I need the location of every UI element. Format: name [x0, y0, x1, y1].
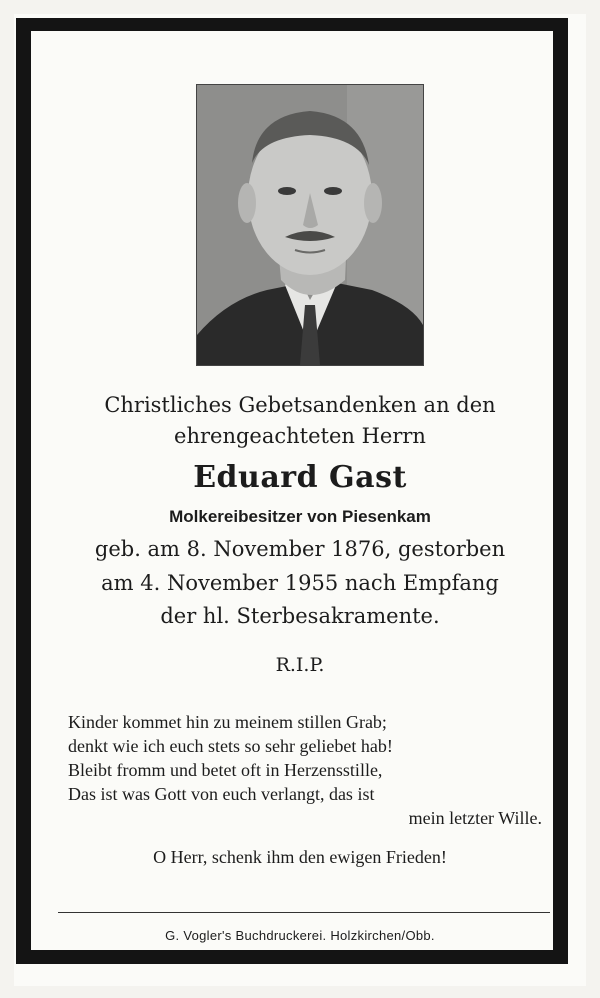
heading-line-2: ehrengeachteten Herrn — [174, 424, 426, 448]
printer-credit: G. Vogler's Buchdruckerei. Holzkirchen/Obb. — [165, 928, 435, 943]
poem-line: denkt wie ich euch stets so sehr geliebet hab! — [68, 736, 393, 756]
dates-line-3: der hl. Sterbesakramente. — [160, 604, 440, 628]
deceased-name: Eduard Gast — [193, 460, 407, 495]
poem-line: Das ist was Gott von euch verlangt, das ist — [68, 784, 375, 804]
closing-prayer: O Herr, schenk ihm den ewigen Frieden! — [153, 847, 447, 867]
divider — [58, 912, 550, 913]
dates-line-1: geb. am 8. November 1876, gestorben — [94, 537, 506, 561]
poem — [68, 710, 542, 830]
dates-line-2: am 4. November 1955 nach Empfang — [101, 571, 499, 595]
poem-line: Kinder kommet hin zu meinem stillen Grab; — [68, 712, 387, 732]
occupation: Molkereibesitzer von Piesenkam — [169, 507, 431, 526]
poem-line: mein letzter Wille. — [408, 808, 542, 828]
rip-text: R.I.P. — [275, 654, 325, 676]
poem-line: Bleibt fromm und betet oft in Herzensstille, — [68, 760, 383, 780]
heading-line-1: Christliches Gebetsandenken an den — [104, 393, 496, 417]
portrait-photo — [196, 84, 424, 366]
